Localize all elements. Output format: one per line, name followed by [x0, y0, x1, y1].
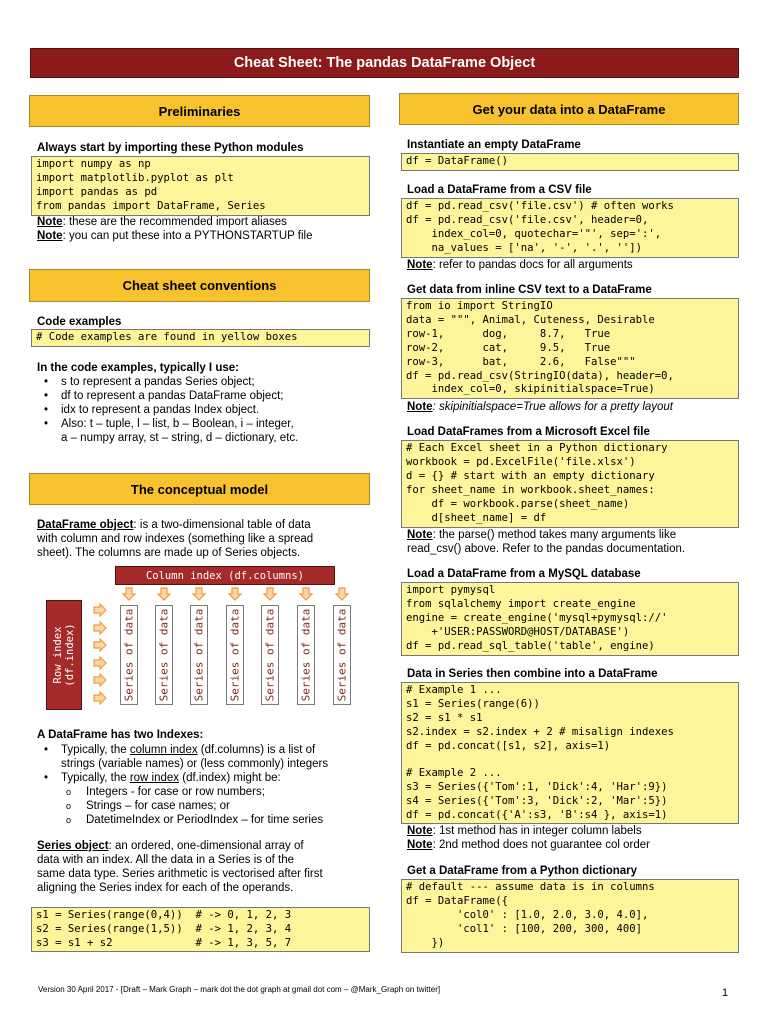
conceptual-model-heading: The conceptual model [29, 473, 370, 505]
typically-heading: In the code examples, typically I use: [37, 362, 239, 374]
right-arrow-icon [93, 656, 107, 675]
get-data-heading: Get your data into a DataFrame [399, 93, 739, 125]
column-index-box: Column index (df.columns) [115, 566, 335, 585]
series-column: Series of data [226, 605, 244, 705]
dataframe-object-text: with column and row indexes (something like a spread [37, 533, 314, 545]
mysql-code: import pymysql from sqlalchemy import create_engine engine = create_engine('mysql+pymysql://' +'USER:PASSWORD@HOST/DATABASE') df = pd.read_sql_table('table', engine) [401, 582, 739, 656]
conventions-code-box: # Code examples are found in yellow boxes [31, 329, 370, 347]
csv-subheading: Load a DataFrame from a CSV file [407, 184, 592, 196]
series-column: Series of data [120, 605, 138, 705]
csv-code: df = pd.read_csv('file.csv') # often works df = pd.read_csv('file.csv', header=0, index_col=0, quotechar='"', sep=':', na_values = ['na', '-', '.', '']) [401, 198, 739, 258]
conventions-heading: Cheat sheet conventions [29, 269, 370, 302]
excel-code: # Each Excel sheet in a Python dictionary workbook = pd.ExcelFile('file.xlsx') d = {} # start with an empty dictionary for sheet_name in workbook.sheet_names: df = workbook.parse(sheet_name) d[sheet_name] = df [401, 440, 739, 528]
right-arrow-icon [93, 638, 107, 657]
convention-bullet: • idx to represent a pandas Index object. [44, 404, 260, 416]
series-object-text: data with an index. All the data in a Series is of the [37, 854, 294, 866]
prelim-subheading: Always start by importing these Python modules [37, 142, 304, 154]
dict-subheading: Get a DataFrame from a Python dictionary [407, 865, 638, 877]
excel-subheading: Load DataFrames from a Microsoft Excel file [407, 426, 650, 438]
convention-bullet: • s to represent a pandas Series object; [44, 376, 255, 388]
dataframe-object-text: sheet). The columns are made up of Series objects. [37, 547, 301, 559]
prelim-note-2: Note: you can put these into a PYTHONSTARTUP file [37, 230, 313, 242]
csv-note: Note: refer to pandas docs for all arguments [407, 259, 633, 271]
down-arrow-icon [335, 587, 349, 606]
series-column: Series of data [297, 605, 315, 705]
mysql-subheading: Load a DataFrame from a MySQL database [407, 568, 641, 580]
prelim-code-box: import numpy as np import matplotlib.pyplot as plt import pandas as pd from pandas import DataFrame, Series [31, 156, 370, 216]
down-arrow-icon [192, 587, 206, 606]
excel-note: Note: the parse() method takes many arguments like [407, 529, 677, 541]
series-object-text: aligning the Series index for each of the operands. [37, 882, 294, 894]
convention-bullet: • Also: t – tuple, l – list, b – Boolean, i – integer, [44, 418, 294, 430]
right-arrow-icon [93, 603, 107, 622]
row-index-box: Row index (df.index) [46, 600, 82, 710]
conventions-subheading: Code examples [37, 316, 122, 328]
sub-bullet: o Strings – for case names; or [66, 800, 230, 812]
empty-df-subheading: Instantiate an empty DataFrame [407, 139, 581, 151]
right-arrow-icon [93, 691, 107, 710]
page-number: 1 [722, 987, 729, 999]
series-object-text: same data type. Series arithmetic is vectorised after first [37, 868, 323, 880]
dict-code: # default --- assume data is in columns df = DataFrame({ 'col0' : [1.0, 2.0, 3.0, 4.0], 'col1' : [100, 200, 300, 400] }) [401, 879, 739, 953]
combine-note-2: Note: 2nd method does not guarantee col order [407, 839, 650, 851]
inline-csv-code: from io import StringIO data = """, Animal, Cuteness, Desirable row-1, dog, 8.7, True row-2, cat, 9.5, True row-3, bat, 2.6, False""" df = pd.read_csv(StringIO(data), header=0, index_col=0, skipinitialspace=True) [401, 298, 739, 399]
down-arrow-icon [228, 587, 242, 606]
down-arrow-icon [157, 587, 171, 606]
excel-note-cont: read_csv() above. Refer to the pandas documentation. [407, 543, 686, 555]
prelim-note-1: Note: these are the recommended import aliases [37, 216, 287, 228]
page-title: Cheat Sheet: The pandas DataFrame Object [30, 48, 739, 78]
down-arrow-icon [299, 587, 313, 606]
series-column: Series of data [333, 605, 351, 705]
index-bullet: • Typically, the row index (df.index) might be: [44, 772, 281, 784]
combine-note-1: Note: 1st method has in integer column labels [407, 825, 642, 837]
down-arrow-icon [122, 587, 136, 606]
index-bullet-cont: strings (variable names) or (less commonly) integers [61, 758, 329, 770]
sub-bullet: o Integers - for case or row numbers; [66, 786, 265, 798]
series-column: Series of data [190, 605, 208, 705]
dataframe-object-text: DataFrame object: is a two-dimensional table of data [37, 519, 311, 531]
sub-bullet: o DatetimeIndex or PeriodIndex – for time series [66, 814, 324, 826]
right-arrow-icon [93, 621, 107, 640]
series-code-box: s1 = Series(range(0,4)) # -> 0, 1, 2, 3 s2 = Series(range(1,5)) # -> 1, 2, 3, 4 s3 = s1 + s2 # -> 1, 3, 5, 7 [31, 907, 370, 952]
convention-bullet: • df to represent a pandas DataFrame object; [44, 390, 284, 402]
right-arrow-icon [93, 673, 107, 692]
inline-csv-note: Note: skipinitialspace=True allows for a pretty layout [407, 401, 674, 413]
inline-csv-subheading: Get data from inline CSV text to a DataFrame [407, 284, 652, 296]
preliminaries-heading: Preliminaries [29, 95, 370, 127]
down-arrow-icon [263, 587, 277, 606]
combine-subheading: Data in Series then combine into a DataFrame [407, 668, 658, 680]
series-column: Series of data [261, 605, 279, 705]
combine-code: # Example 1 ... s1 = Series(range(6)) s2 = s1 * s1 s2.index = s2.index + 2 # misalign indexes df = pd.concat([s1, s2], axis=1) # Example 2 ... s3 = Series({'Tom':1, 'Dick':4, 'Har':9}) s4 = Series({'Tom':3, 'Dick':2, 'Mar':5}) df = pd.concat({'A':s3, 'B':s4 }, axis=1) [401, 682, 739, 824]
footer-text: Version 30 April 2017 - [Draft – Mark Graph – mark dot the dot graph at gmail dot com – @Mark_Graph on twitter] [38, 985, 441, 994]
series-object-text: Series object: an ordered, one-dimensional array of [37, 840, 304, 852]
convention-bullet-cont: a – numpy array, st – string, d – dictionary, etc. [61, 432, 299, 444]
empty-df-code: df = DataFrame() [401, 153, 739, 171]
series-column: Series of data [155, 605, 173, 705]
two-indexes-heading: A DataFrame has two Indexes: [37, 729, 204, 741]
index-bullet: • Typically, the column index (df.columns) is a list of [44, 744, 316, 756]
